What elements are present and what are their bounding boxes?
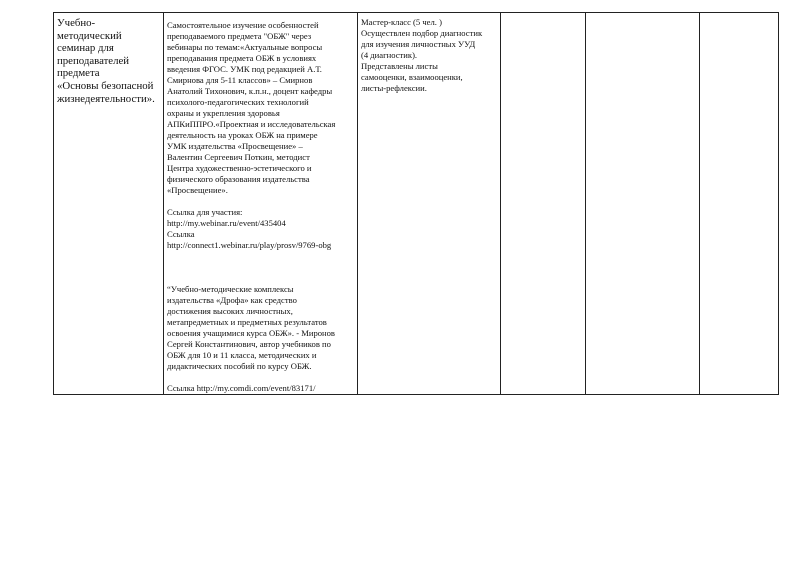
result-text	[361, 17, 497, 94]
text-line: Представлены листы	[361, 61, 438, 71]
text-line: Сергей Константинович, автор учебников по	[167, 339, 331, 349]
text-line: листы-рефлексии.	[361, 83, 427, 93]
webinar-link[interactable]: http://my.webinar.ru/event/435404	[167, 218, 286, 228]
event-title-cell	[54, 13, 164, 395]
webinar-link[interactable]: http://connect1.webinar.ru/play/prosv/9769-obg	[167, 240, 332, 250]
event-title-line: предмета	[57, 67, 100, 80]
text-line: “Учебно-методические комплексы	[167, 284, 294, 294]
text-line: Ссылка для участия:	[167, 207, 243, 217]
text-line: издательства «Дрофа» как средство	[167, 295, 297, 305]
empty-cell	[586, 13, 700, 395]
text-line: Смирнова для 5-11 классов» – Смирнов	[167, 75, 313, 85]
text-line: Осуществлен подбор диагностик	[361, 28, 483, 38]
text-line: освоения учащимися курса ОБЖ». - Миронов	[167, 328, 335, 338]
event-title-line: Учебно-	[57, 17, 96, 29]
description-webinars	[167, 20, 354, 196]
text-line: Самостоятельное изучение особенностей	[167, 20, 319, 30]
result-cell	[358, 13, 501, 395]
text-line: деятельность на уроках ОБЖ на примере	[167, 130, 318, 140]
description-comdi-link	[167, 383, 354, 394]
text-line: АПКиППРО.«Проектная и исследовательская	[167, 119, 336, 129]
text-line: дидактических пособий по курсу ОБЖ.	[167, 361, 312, 371]
text-line: Валентин Сергеевич Поткин, методист	[167, 152, 310, 162]
webinar-link[interactable]: Ссылка http://my.comdi.com/event/83171/	[167, 383, 316, 393]
event-title	[57, 17, 160, 105]
text-line: для изучения личностных УУД	[361, 39, 476, 49]
text-line: (4 диагностик).	[361, 50, 418, 60]
text-line: Анатолий Тихонович, к.п.н., доцент кафедры	[167, 86, 333, 96]
text-line: вебинары по темам:«Актуальные вопросы	[167, 42, 323, 52]
description-cell	[164, 13, 358, 395]
event-title-line: преподавателей	[57, 54, 130, 67]
event-title-line: «Основы безопасной	[57, 79, 154, 92]
report-table	[53, 12, 779, 395]
empty-cell	[700, 13, 779, 395]
event-title-line: жизнедеятельности».	[57, 92, 155, 105]
text-line: ОБЖ для 10 и 11 класса, методических и	[167, 350, 317, 360]
text-line: Центра художественно-эстетического и	[167, 163, 312, 173]
text-line: самооценки, взаимооценки,	[361, 72, 463, 82]
table-row	[54, 13, 779, 395]
text-line: преподавания предмета ОБЖ в условиях	[167, 53, 317, 63]
text-line: «Просвещение».	[167, 185, 228, 195]
text-line: охраны и укрепления здоровья	[167, 108, 280, 118]
event-title-line: семинар для	[57, 42, 114, 55]
text-line: Ссылка	[167, 229, 195, 239]
description-drofa	[167, 284, 354, 372]
text-line: введения ФГОС. УМК под редакцией А.Т.	[167, 64, 322, 74]
description-links	[167, 207, 354, 251]
text-line: физического образования издательства	[167, 174, 310, 184]
text-line: метапредметных и предметных результатов	[167, 317, 327, 327]
text-line: психолого-педагогических технологий	[167, 97, 309, 107]
text-line: достижения высоких личностных,	[167, 306, 293, 316]
empty-cell	[501, 13, 586, 395]
text-line: Мастер-класс (5 чел. )	[361, 17, 442, 27]
event-title-line: методический	[57, 29, 122, 42]
text-line: преподаваемого предмета "ОБЖ" через	[167, 31, 312, 41]
text-line: УМК издательства «Просвещение» –	[167, 141, 303, 151]
